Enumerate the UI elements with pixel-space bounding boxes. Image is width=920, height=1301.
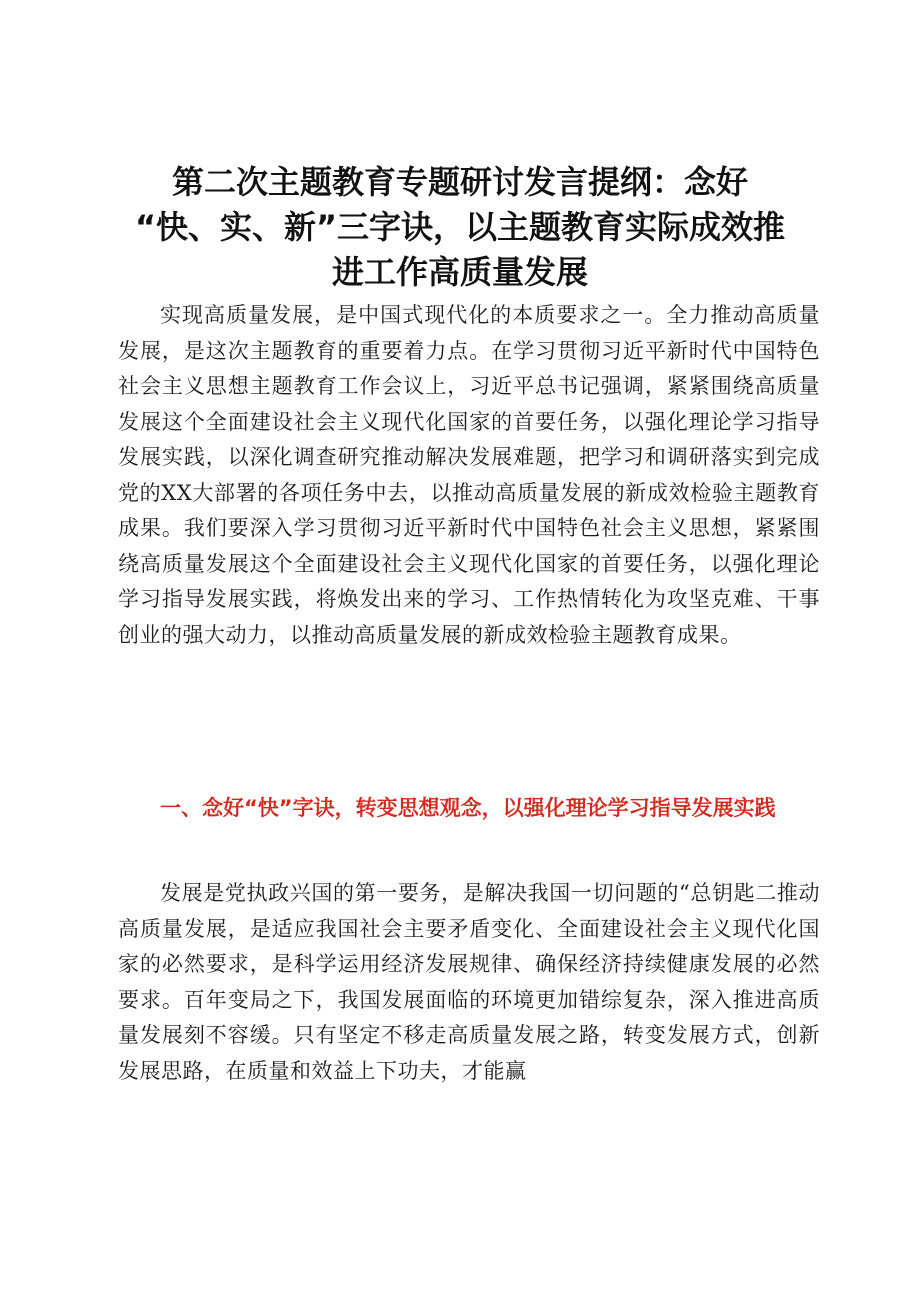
title-line-3: 进工作高质量发展: [331, 253, 588, 291]
section-heading-1: 一、念好“快”字诀，转变思想观念，以强化理论学习指导发展实践: [160, 796, 776, 820]
intro-paragraph: 实现高质量发展，是中国式现代化的本质要求之一。全力推动高质量发展，是这次主题教育的重要着力点。在学习贯彻习近平新时代中国特色社会主义思想主题教育工作会议上，习近平总书记强调，紧紧围绕高质量发展这个全面建设社会主义现代化国家的首要任务，以强化理论学习指导发展实践，以深化调查研究推动解决发展难题，把学习和调研落实到完成党的XX大部署的各项任务中去，以推动高质量发展的新成效检验主题教育成果。我们要深入学习贯彻习近平新时代中国特色社会主义思想，紧紧围绕高质量发展这个全面建设社会主义现代化国家的首要任务，以强化理论学习指导发展实践，将焕发出来的学习、工作热情转化为攻坚克难、干事创业的强大动力，以推动高质量发展的新成效检验主题教育成果。: [118, 303, 820, 647]
section-1-paragraph: 发展是党执政兴国的第一要务，是解决我国一切问题的“总钥匙二推动高质量发展，是适应我国社会主要矛盾变化、全面建设社会主义现代化国家的必然要求，是科学运用经济发展规律、确保经济持续健康发展的必然要求。百年变局之下，我国发展面临的环境更加错综复杂，深入推进高质量发展刻不容缓。只有坚定不移走高质量发展之路，转变发展方式，创新发展思路，在质量和效益上下功夫，才能赢: [118, 881, 820, 1083]
title-line-2: “快、实、新”三字诀，以主题教育实际成效推: [134, 208, 786, 246]
document-title: [100, 160, 820, 295]
title-line-1: 第二次主题教育专题研讨发言提纲：念好: [171, 163, 748, 201]
